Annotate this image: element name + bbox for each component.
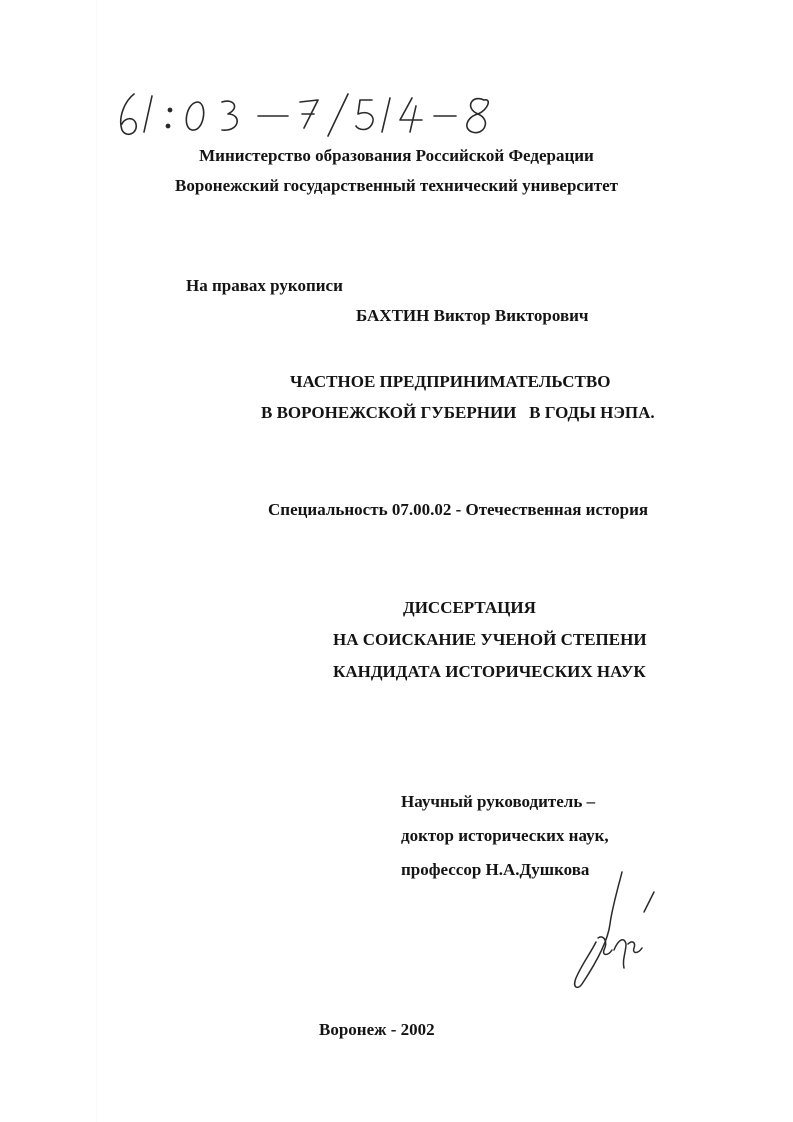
supervisor-degree: доктор исторических наук, [401,826,609,845]
title-line-1: ЧАСТНОЕ ПРЕДПРИНИМАТЕЛЬСТВО [290,372,611,391]
author-name: БАХТИН Виктор Викторович [356,306,589,325]
title-line-2: В ВОРОНЕЖСКОЙ ГУБЕРНИИ В ГОДЫ НЭПА. [261,403,655,422]
scan-edge [96,0,97,1122]
dissertation-line-1: ДИССЕРТАЦИЯ [403,598,536,617]
rights-note: На правах рукописи [186,276,343,295]
signature-image [568,868,668,996]
ministry-heading: Министерство образования Российской Федерации [199,146,594,165]
handwritten-archive-code [112,88,502,140]
dissertation-line-3: КАНДИДАТА ИСТОРИЧЕСКИХ НАУК [333,662,646,681]
dissertation-line-2: НА СОИСКАНИЕ УЧЕНОЙ СТЕПЕНИ [333,630,647,649]
university-heading: Воронежский государственный технический университет [175,176,618,195]
supervisor-name: профессор Н.А.Душкова [401,860,590,879]
city-year: Воронеж - 2002 [319,1020,435,1039]
supervisor-role: Научный руководитель – [401,792,596,811]
specialty: Специальность 07.00.02 - Отечественная история [268,500,649,519]
